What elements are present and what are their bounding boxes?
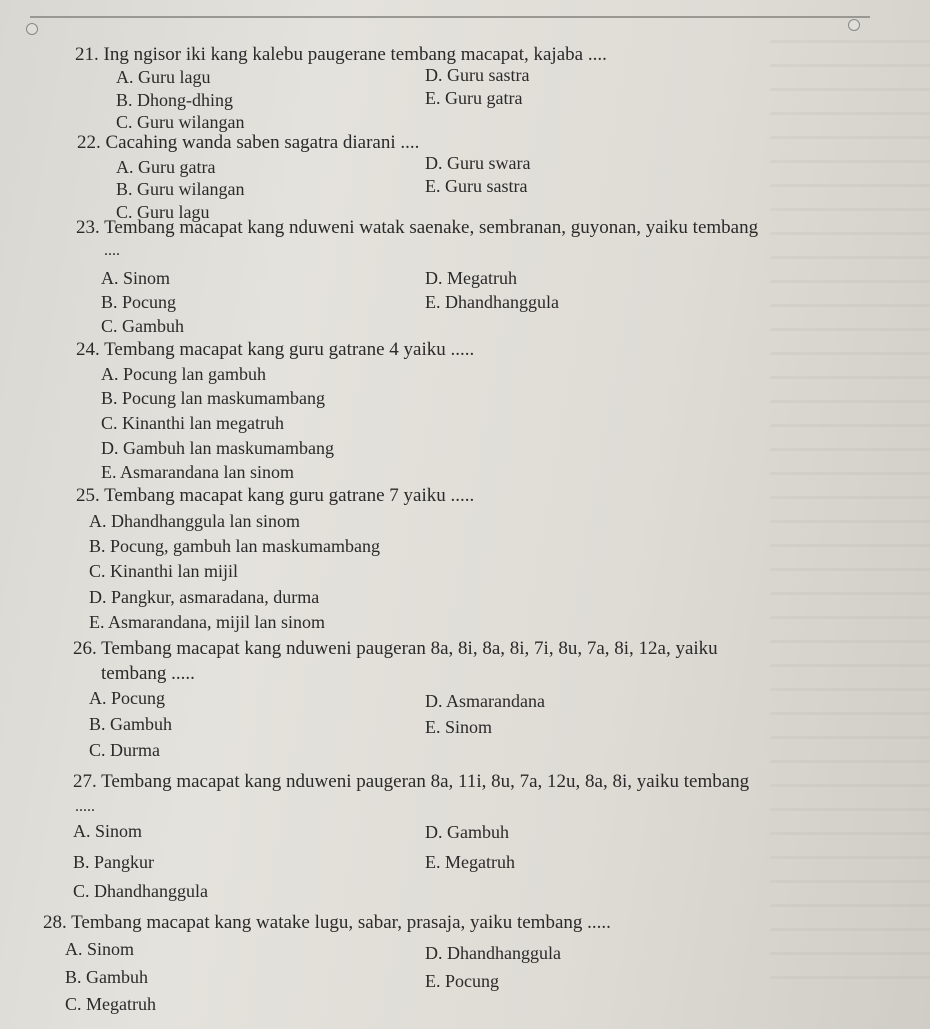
option-24-d: D. Gambuh lan maskumambang — [101, 438, 334, 458]
option-27-a: A. Sinom — [73, 821, 143, 841]
question-24: 24. Tembang macapat kang guru gatrane 4 yaiku ..... — [76, 339, 475, 360]
option-21-c: C. Guru wilangan — [116, 112, 245, 132]
question-27-continuation: ..... — [75, 798, 95, 815]
option-21-d: D. Guru sastra — [425, 65, 530, 85]
option-27-e: E. Megatruh — [425, 852, 515, 872]
option-28-c: C. Megatruh — [65, 994, 156, 1014]
option-23-d: D. Megatruh — [425, 268, 517, 288]
option-21-a: A. Guru lagu — [116, 67, 211, 87]
option-22-e: E. Guru sastra — [425, 176, 528, 196]
option-22-d: D. Guru swara — [425, 153, 531, 173]
option-24-c: C. Kinanthi lan megatruh — [101, 413, 284, 433]
option-21-e: E. Guru gatra — [425, 88, 523, 108]
option-23-e: E. Dhandhanggula — [425, 292, 559, 312]
question-23: 23. Tembang macapat kang nduweni watak saenake, sembranan, guyonan, yaiku tembang — [76, 217, 759, 238]
binder-hole-icon — [848, 19, 860, 31]
option-22-b: B. Guru wilangan — [116, 179, 245, 199]
option-23-c: C. Gambuh — [101, 316, 184, 336]
option-25-b: B. Pocung, gambuh lan maskumambang — [89, 536, 380, 556]
page-edge-line — [30, 16, 870, 18]
option-28-a: A. Sinom — [65, 939, 135, 959]
option-28-b: B. Gambuh — [65, 967, 148, 987]
option-27-b: B. Pangkur — [73, 852, 154, 872]
question-23-continuation: .... — [104, 242, 120, 259]
option-24-a: A. Pocung lan gambuh — [101, 364, 266, 384]
question-27: 27. Tembang macapat kang nduweni paugeran 8a, 11i, 8u, 7a, 12u, 8a, 8i, yaiku tembang — [73, 771, 750, 792]
option-24-b: B. Pocung lan maskumambang — [101, 388, 325, 408]
option-27-c: C. Dhandhanggula — [73, 881, 208, 901]
option-25-a: A. Dhandhanggula lan sinom — [89, 511, 300, 531]
option-26-b: B. Gambuh — [89, 714, 172, 734]
show-through-texture — [770, 40, 930, 1000]
option-21-b: B. Dhong-dhing — [116, 90, 233, 110]
option-23-a: A. Sinom — [101, 268, 171, 288]
option-25-e: E. Asmarandana, mijil lan sinom — [89, 612, 325, 632]
option-26-d: D. Asmarandana — [425, 691, 545, 711]
option-22-a: A. Guru gatra — [116, 157, 216, 177]
option-26-a: A. Pocung — [89, 688, 165, 708]
option-28-d: D. Dhandhanggula — [425, 943, 561, 963]
option-24-e: E. Asmarandana lan sinom — [101, 462, 294, 482]
option-23-b: B. Pocung — [101, 292, 177, 312]
option-27-d: D. Gambuh — [425, 822, 509, 842]
question-21: 21. Ing ngisor iki kang kalebu paugerane tembang macapat, kajaba .... — [75, 44, 607, 65]
binder-hole-icon — [26, 23, 38, 35]
question-26: 26. Tembang macapat kang nduweni paugeran 8a, 8i, 8a, 8i, 7i, 8u, 7a, 8i, 12a, yaiku — [73, 638, 718, 659]
option-26-c: C. Durma — [89, 740, 160, 760]
question-22: 22. Cacahing wanda saben sagatra diarani .... — [77, 132, 420, 153]
option-28-e: E. Pocung — [425, 971, 499, 991]
option-26-e: E. Sinom — [425, 717, 493, 737]
question-26-continuation: tembang ..... — [101, 663, 195, 684]
question-25: 25. Tembang macapat kang guru gatrane 7 yaiku ..... — [76, 485, 475, 506]
option-25-c: C. Kinanthi lan mijil — [89, 561, 238, 581]
question-28: 28. Tembang macapat kang watake lugu, sabar, prasaja, yaiku tembang ..... — [43, 912, 611, 933]
option-22-c: C. Guru lagu — [116, 202, 210, 222]
option-25-d: D. Pangkur, asmaradana, durma — [89, 587, 320, 607]
